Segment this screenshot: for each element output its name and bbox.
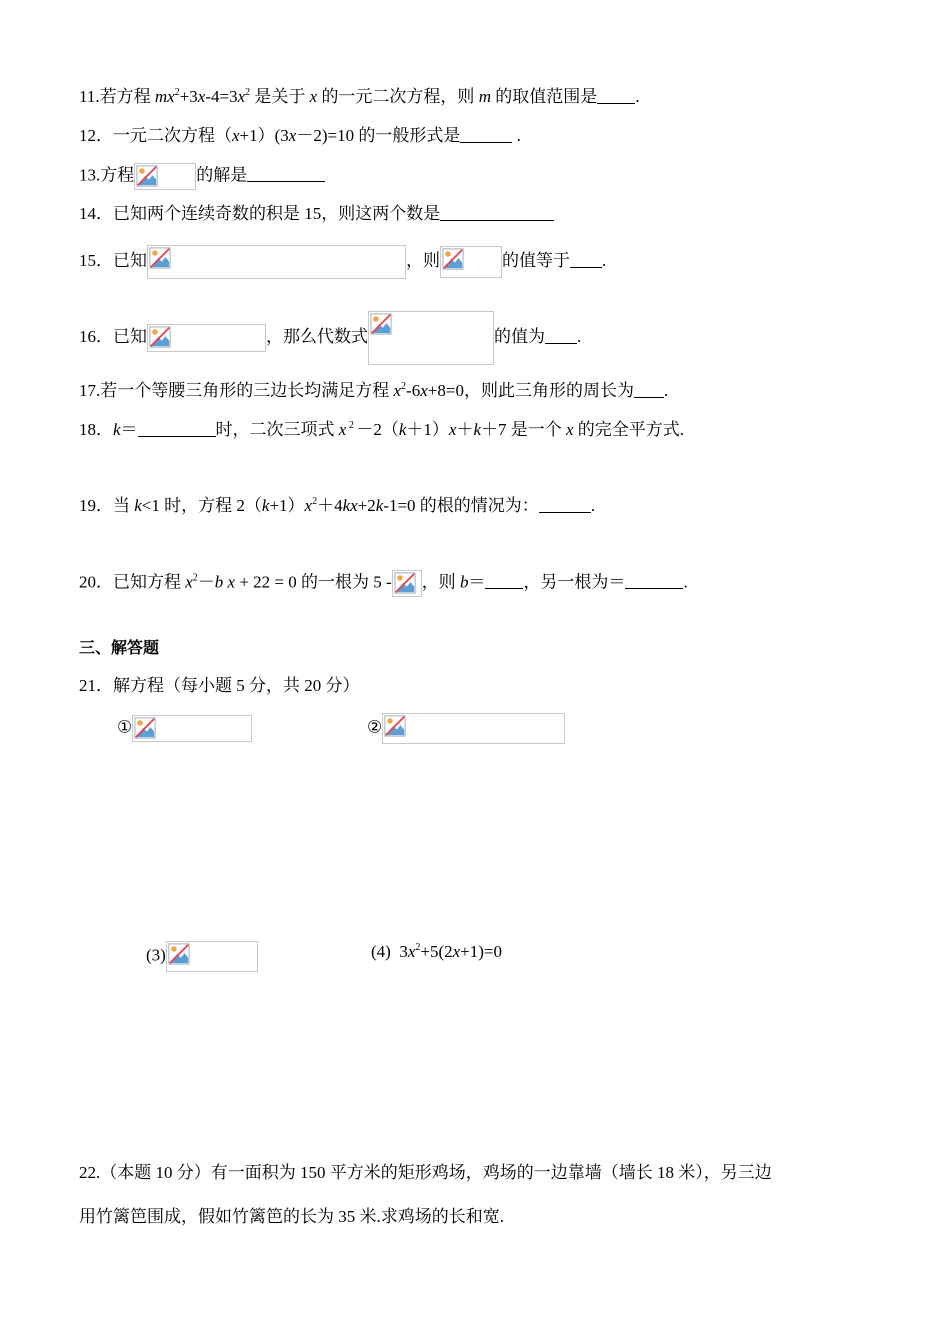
- question-22-line-2: 用竹篱笆围成，假如竹篱笆的长为 35 米.求鸡场的长和宽.: [79, 1207, 504, 1226]
- answer-blank: [539, 497, 591, 513]
- question-11: 11.若方程 $mx^2+3x-4=3x^2$ 是关于 x 的一元二次方程，则 m 的取值范围是 .: [79, 87, 640, 106]
- broken-image-icon: [134, 163, 196, 190]
- equation-3: (3): [146, 941, 258, 972]
- question-13: 13.方程 的解是: [79, 163, 325, 190]
- answer-blank: [545, 328, 577, 344]
- question-20: 20．已知方程 $x^2-b$ x + 22 = 0 的一根为 5 - ，则 b＝ ，另一根为＝ .: [79, 570, 688, 597]
- question-15: 15．已知 ，则 的值等于 .: [79, 245, 606, 279]
- question-14: 14．已知两个连续奇数的积是 15，则这两个数是: [79, 203, 554, 225]
- answer-blank: [634, 382, 664, 398]
- question-21-title: 21．解方程（每小题 5 分，共 20 分）: [79, 676, 360, 695]
- equation-1: ①: [117, 715, 252, 742]
- question-12: 12．一元二次方程（x+1）(3x－2)=10 的一般形式是 .: [79, 126, 521, 145]
- answer-blank: [460, 127, 512, 143]
- question-18: 18．k＝ 时，二次三项式 x $^2$ －2（k＋1）x＋k＋7 是一个 x 的完全平方式.: [79, 420, 685, 439]
- broken-image-icon: [147, 245, 406, 279]
- answer-blank: [625, 573, 683, 589]
- equation-2: ②: [367, 713, 565, 744]
- broken-image-icon: [166, 941, 258, 972]
- question-22-line-1: 22.（本题 10 分）有一面积为 150 平方米的矩形鸡场，鸡场的一边靠墙（墙长 18 米），另三边: [79, 1163, 772, 1182]
- broken-image-icon: [392, 570, 422, 597]
- section-heading: 三、解答题: [79, 638, 160, 657]
- broken-image-icon: [440, 246, 502, 278]
- broken-image-icon: [382, 713, 565, 744]
- answer-blank: [570, 252, 602, 268]
- question-19: 19．当 k<1 时，方程 $2(k+1)x^2+4kx+2k-1=0$ 的根的情况为： .: [79, 496, 596, 515]
- equation-4: (4) $3x^2+5(2x+1)=0$: [371, 942, 503, 961]
- broken-image-icon: [368, 311, 494, 365]
- answer-blank: [485, 573, 523, 589]
- question-17: 17.若一个等腰三角形的三边长均满足方程 $x^2-6x+8=0$，则此三角形的周长为 .: [79, 381, 669, 400]
- answer-blank: [440, 205, 554, 221]
- broken-image-icon: [147, 324, 266, 352]
- question-16: 16．已知 ，那么代数式 的值为 .: [79, 311, 581, 365]
- broken-image-icon: [132, 715, 252, 742]
- answer-blank: [138, 421, 216, 437]
- answer-blank: [597, 88, 635, 104]
- answer-blank: [247, 166, 325, 182]
